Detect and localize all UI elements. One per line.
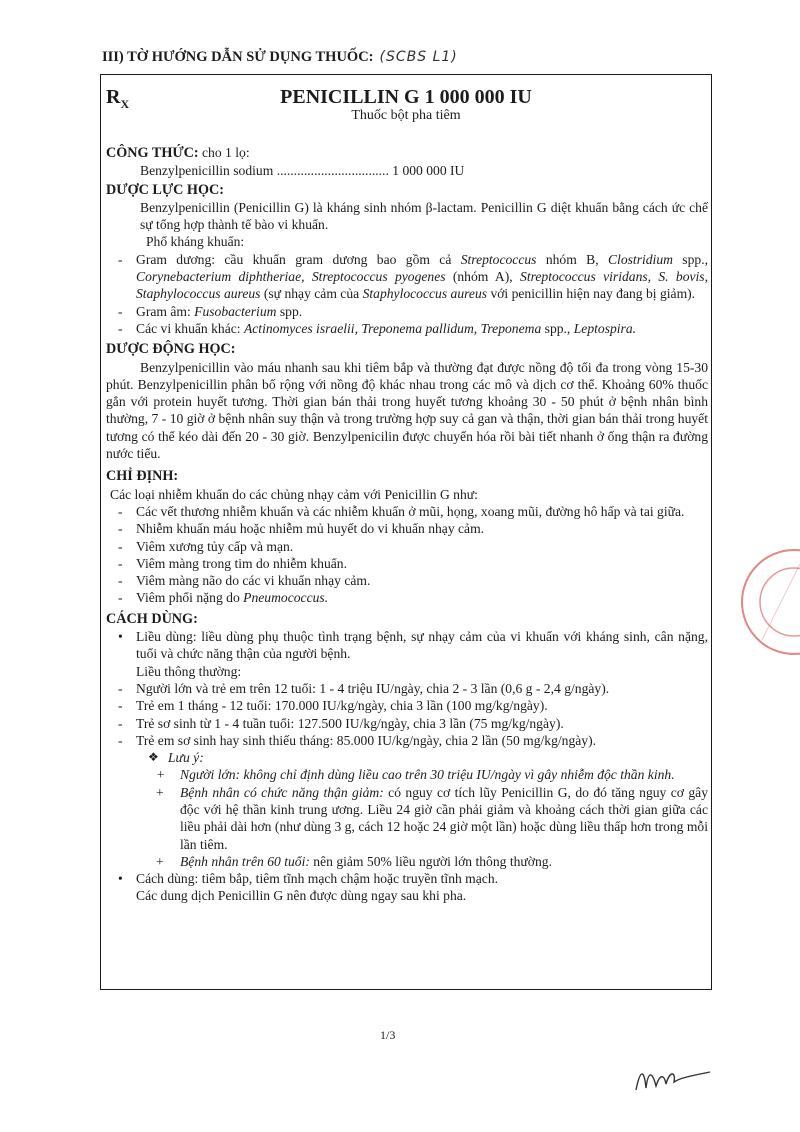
ingredient-name: Benzylpenicillin sodium [140, 163, 274, 179]
dose-bullet: • Liều dùng: liều dùng phụ thuộc tình trạng bệnh, sự nhạy cảm của vi khuẩn với kháng sinh, cân nặng, tuổi và chức năng thận của người bệnh. [106, 628, 708, 663]
leader-dots: ................................. [276, 163, 389, 179]
note-item: + Người lớn: không chỉ định dùng liều cao trên 30 triệu IU/ngày vì gây nhiễm độc thần kinh. [106, 766, 708, 783]
dose-item: - Trẻ sơ sinh từ 1 - 4 tuần tuổi: 127.500 IU/kg/ngày, chia 3 lần (75 mg/kg/ngày). [106, 715, 708, 732]
page-number: 1/3 [380, 1028, 396, 1042]
cong-thuc-section [106, 144, 708, 180]
cong-thuc-heading: CÔNG THỨC: [106, 145, 199, 161]
duoc-dong-hoc-para: Benzylpenicillin vào máu nhanh sau khi tiêm bắp và thường đạt được nồng độ tối đa trong vòng 15-30 phút. Benzylpenicillin phân bố rộng với nồng độ khác nhau trong các mô và dịch cơ thể. Khoảng 60% thuốc gắn với protein huyết tương. Thời gian bán thải trong huyết tương khoảng 30 - 50 phút ở bệnh nhân bình thường, 7 - 10 giờ ở bệnh nhân suy thận và trong trường hợp suy cả gan và thận, thời gian bán thải trong huyết tương có thể kéo dài đến 20 - 30 giờ. Benzylpenicilin được chuyển hóa rồi bài tiết nhanh ở ống thận ra đường nước tiểu. [106, 359, 708, 462]
duoc-dong-hoc-heading: DƯỢC ĐỘNG HỌC: [106, 341, 236, 358]
cong-thuc-heading-tail: cho 1 lọ: [198, 145, 250, 160]
other-bacteria-item: - Các vi khuẩn khác: Actinomyces israelii, Treponema pallidum, Treponema spp., Leptospira. [106, 320, 708, 337]
section-header [102, 49, 458, 66]
note-item: + Bệnh nhân trên 60 tuổi: nên giảm 50% liều người lớn thông thường. [106, 853, 708, 870]
chi-dinh-item: - Các vết thương nhiễm khuẩn và các nhiễm khuẩn ở mũi, họng, xoang mũi, đường hô hấp và tai giữa. [106, 503, 708, 520]
note-item: + Bệnh nhân có chức năng thận giảm: có nguy cơ tích lũy Penicillin G, do đó tăng nguy cơ gây độc với hệ thần kinh trung ương. Liều 24 giờ cần phải giảm và khoảng cách thời gian giữa các liều phải dài hơn (như dùng 3 g, cách 12 hoặc 24 giờ một lần) hoặc dùng liều thấp hơn trong mỗi lần tiêm. [106, 784, 708, 853]
chi-dinh-item: - Viêm phổi nặng do Pneumococcus. [106, 589, 708, 606]
handwritten-note: (SCBS L1) [379, 49, 458, 65]
dose-item: - Trẻ em 1 tháng - 12 tuổi: 170.000 IU/kg/ngày, chia 3 lần (100 mg/kg/ngày). [106, 697, 708, 714]
section-title: III) TỜ HƯỚNG DẪN SỬ DỤNG THUỐC: [102, 49, 374, 65]
chi-dinh-item: - Nhiễm khuẩn máu hoặc nhiễm mủ huyết do vi khuẩn nhạy cảm. [106, 520, 708, 537]
rx-symbol: $R_X$ [106, 86, 130, 111]
drug-title: PENICILLIN G 1 000 000 IU [280, 86, 532, 108]
chi-dinh-item: - Viêm màng trong tim do nhiễm khuẩn. [106, 555, 708, 572]
method-tail: Các dung dịch Penicillin G nên được dùng ngay sau khi pha. [136, 888, 467, 904]
chi-dinh-item: - Viêm xương tủy cấp và mạn. [106, 538, 708, 555]
ingredient-line [106, 162, 708, 179]
note-label: ❖ Lưu ý: [106, 749, 708, 766]
chi-dinh-intro: Các loại nhiễm khuẩn do các chủng nhạy cảm với Penicillin G như: [110, 486, 478, 502]
gram-negative-item: - Gram âm: Fusobacterium spp. [106, 303, 708, 320]
duoc-luc-hoc-heading: DƯỢC LỰC HỌC: [106, 181, 224, 198]
method-bullet: • Cách dùng: tiêm bắp, tiêm tĩnh mạch chậm hoặc truyền tĩnh mạch. [106, 870, 708, 887]
cach-dung-heading: CÁCH DÙNG: [106, 610, 198, 627]
dose-item: - Người lớn và trẻ em trên 12 tuổi: 1 - 4 triệu IU/ngày, chia 2 - 3 lần (0,6 g - 2,4 g/ngày). [106, 680, 708, 697]
duoc-luc-hoc-para: Benzylpenicillin (Penicillin G) là kháng sinh nhóm β-lactam. Penicillin G diệt khuẩn bằng cách ức chế sự tổng hợp thành tế bào vi khuẩn. [140, 199, 708, 233]
chi-dinh-item: - Viêm màng não do các vi khuẩn nhạy cảm. [106, 572, 708, 589]
gram-positive-item: - Gram dương: cầu khuẩn gram dương bao gồm cả Streptococcus nhóm B, Clostridium spp., Corynebacterium diphtheriae, Streptococcus pyogenes (nhóm A), Streptococcus viridans, S. bovis, Staphylococcus aureus (sự nhạy cảm của Staphylococcus aureus với penicillin hiện nay đang bị giảm). [106, 251, 708, 303]
signature-icon [630, 1060, 720, 1100]
spectrum-label: Phổ kháng khuẩn: [146, 234, 245, 250]
usual-dose-label: Liều thông thường: [136, 663, 242, 679]
drug-subtitle: Thuốc bột pha tiêm [351, 108, 461, 123]
chi-dinh-heading: CHỈ ĐỊNH: [106, 468, 179, 485]
dose-item: - Trẻ em sơ sinh hay sinh thiếu tháng: 85.000 IU/kg/ngày, chia 2 lần (50 mg/kg/ngày). [106, 732, 708, 749]
red-stamp-icon [732, 540, 800, 670]
ingredient-amount: 1 000 000 IU [392, 163, 465, 179]
leaflet-content [106, 144, 708, 905]
